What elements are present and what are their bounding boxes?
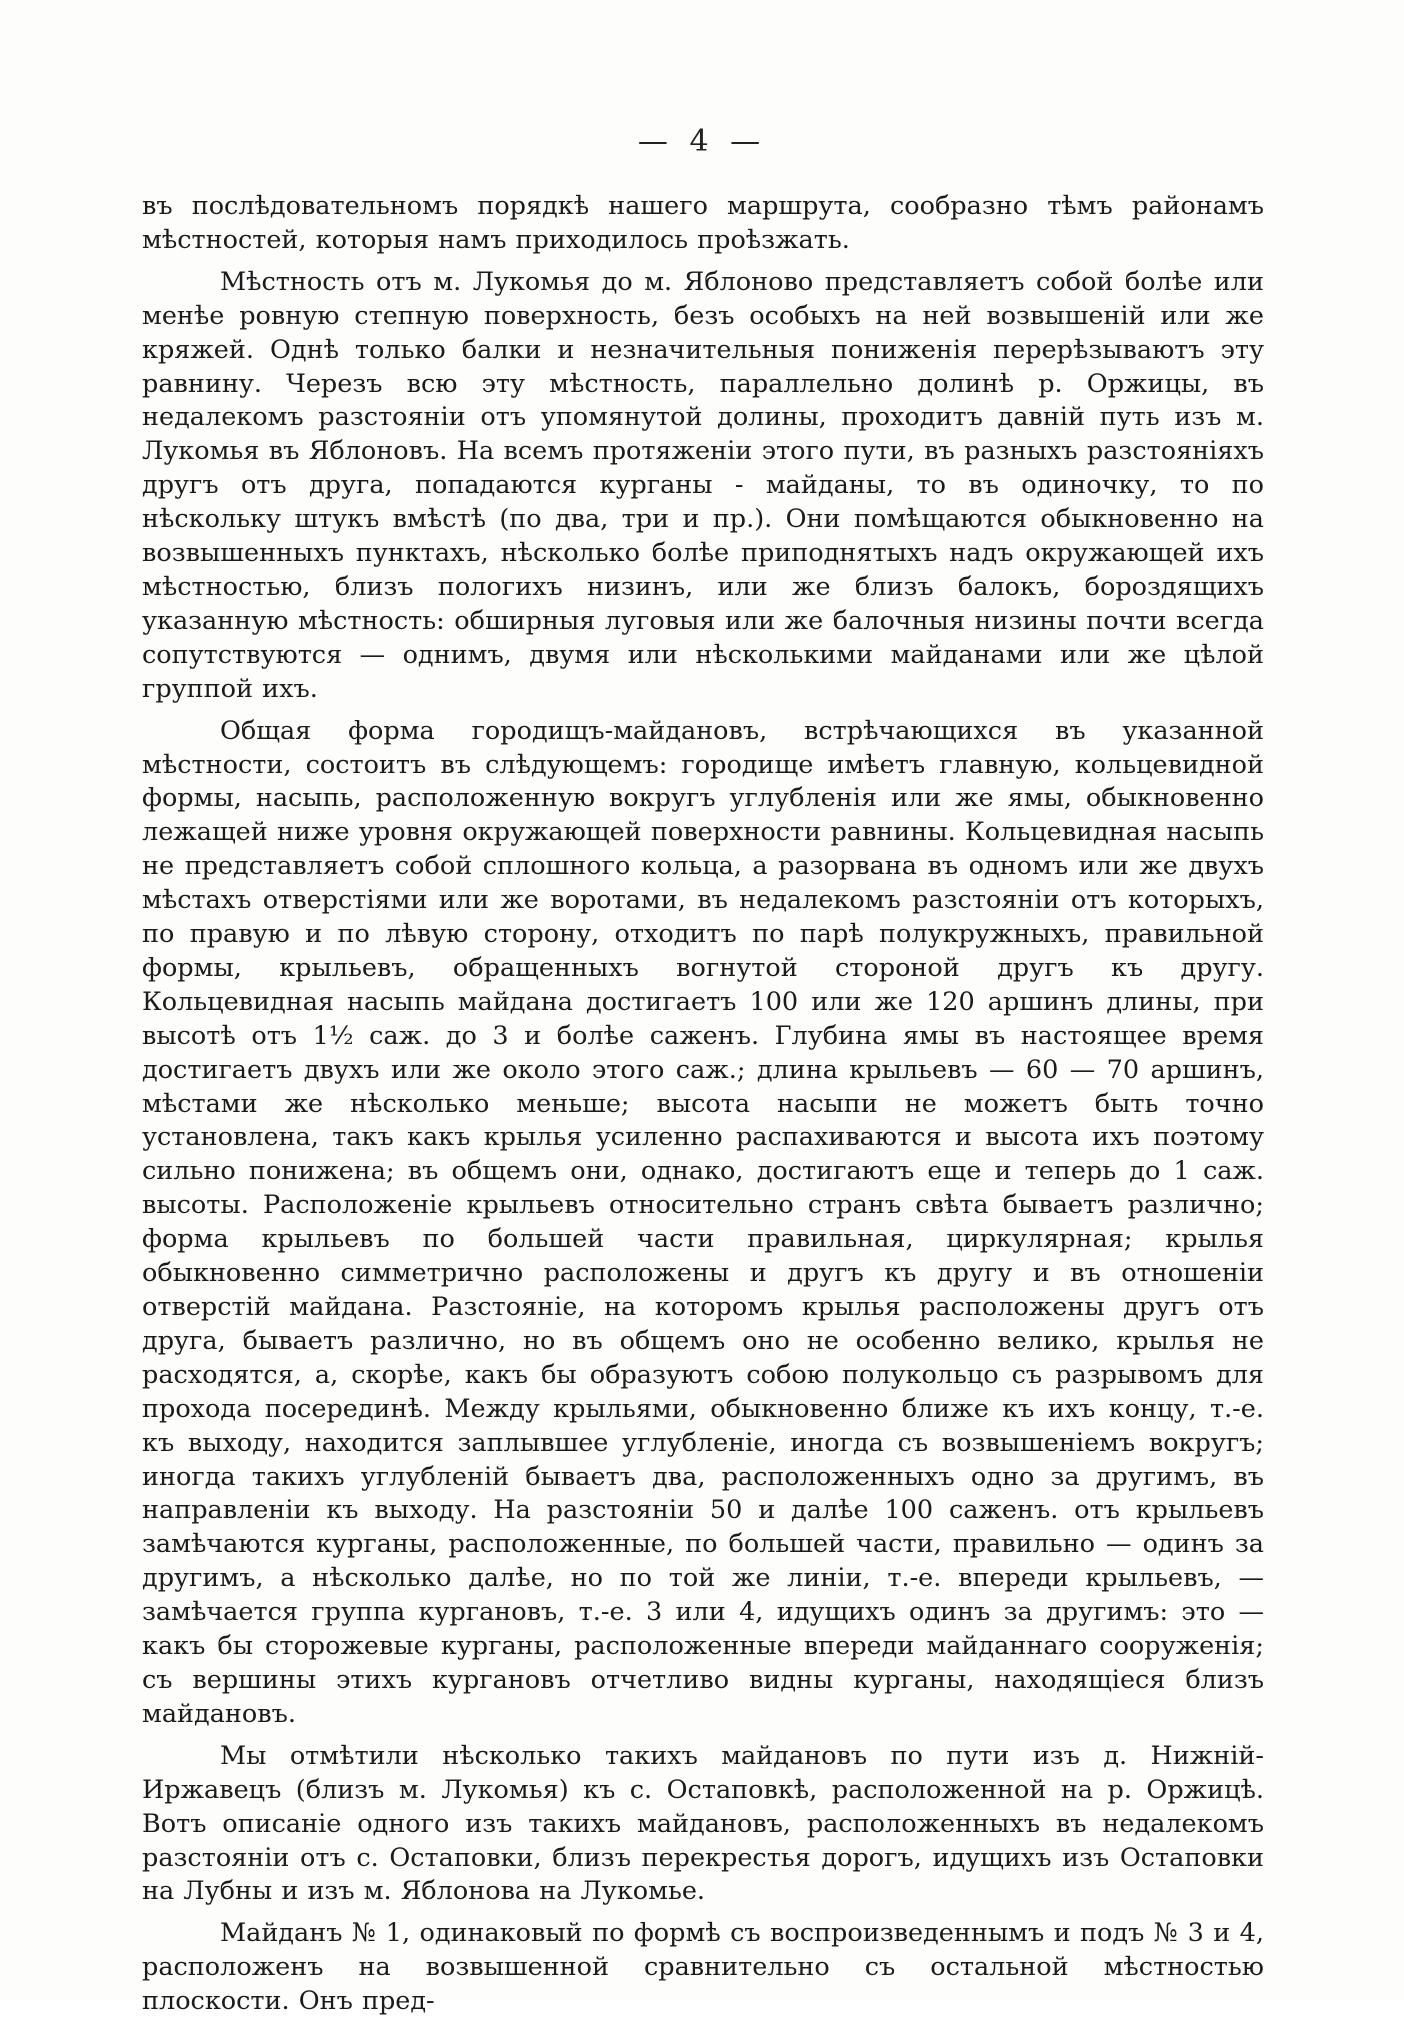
paragraph-maidan-number-one: Майданъ № 1, одинаковый по формѣ съ воспроизведеннымъ и подъ № 3 и 4, расположенъ на возвышенной сравнительно съ остальной мѣстностью плоскости. Онъ пред- [142,1918,1264,2017]
paragraph-gap [142,1732,1264,1740]
paragraph-terrain-description: Мѣстность отъ м. Лукомья до м. Яблоново представляетъ собой болѣе или менѣе ровную степную поверхность, безъ особыхъ на ней возвышенiй или же кряжей. Однѣ только балки и незначительныя пониженiя перерѣзываютъ эту равнину. Черезъ всю эту мѣстность, параллельно долинѣ р. Оржицы, въ недалекомъ разстоянiи отъ упомянутой долины, проходитъ давнiй путь изъ м. Лукомья въ Яблоновъ. На всемъ протяженiи этого пути, въ разныхъ разстоянiяхъ другъ отъ друга, попадаются курганы - майданы, то въ одиночку, то по нѣскольку штукъ вмѣстѣ (по два, три и пр.). Они помѣщаются обыкновенно на возвышенныхъ пунктахъ, нѣсколько болѣе приподнятыхъ надъ окружающей ихъ мѣстностью, близъ пологихъ низинъ, или же близъ балокъ, бороздящихъ указанную мѣстность: обширныя луговыя или же балочныя низины почти всегда сопутствуются — однимъ, двумя или нѣсколькими майданами или же цѣлой группой ихъ. [142,266,1264,704]
page-number: — 4 — [637,124,767,159]
paragraph-maidan-form: Общая форма городищъ-майдановъ, встрѣчающихся въ указанной мѣстности, состоитъ въ слѣдующемъ: городище имѣетъ главную, кольцевидной формы, насыпь, расположенную вокругъ углубленiя или же ямы, обыкновенно лежащей ниже уровня окружающей поверхности равнины. Кольцевидная насыпь не представляетъ собой сплошного кольца, а разорвана въ одномъ или же двухъ мѣстахъ отверстiями или же воротами, въ недалекомъ разстоянiи отъ которыхъ, по правую и по лѣвую сторону, отходитъ по парѣ полукружныхъ, правильной формы, крыльевъ, обращенныхъ вогнутой стороной другъ къ другу. Кольцевидная насыпь майдана достигаетъ 100 или же 120 аршинъ длины, при высотѣ отъ 1½ саж. до 3 и болѣе саженъ. Глубина ямы въ настоящее время достигаетъ двухъ или же около этого саж.; длина крыльевъ — 60 — 70 аршинъ, мѣстами же нѣсколько меньше; высота насыпи не можетъ быть точно установлена, такъ какъ крылья усиленно распахиваются и высота ихъ поэтому сильно понижена; въ общемъ они, однако, достигаютъ еще и теперь до 1 саж. высоты. Расположенiе крыльевъ относительно странъ свѣта бываетъ различно; форма крыльевъ по большей части правильная, циркулярная; крылья обыкновенно симметрично расположены и другъ къ другу и въ отношенiи отверстiй майдана. Разстоянiе, на которомъ крылья расположены другъ отъ друга, бываетъ различно, но въ общемъ оно не особенно велико, крылья не расходятся, а, скорѣе, какъ бы образуютъ собою полукольцо съ разрывомъ для прохода посерединѣ. Между крыльями, обыкновенно ближе къ ихъ концу, т.-е. къ выходу, находится заплывшее углубленiе, иногда съ возвышенiемъ вокругъ; иногда такихъ углубленiй бываетъ два, расположенныхъ одно за другимъ, въ направленiи къ выходу. На разстоянiи 50 и далѣе 100 саженъ. отъ крыльевъ замѣчаются курганы, расположенные, по большей части, правильно — одинъ за другимъ, а нѣсколько далѣе, но по той же линiи, т.-е. впереди крыльевъ, — замѣчается группа кургановъ, т.-е. 3 или 4, идущихъ одинъ за другимъ: это — какъ бы сторожевые курганы, расположенные впереди майданнаго сооруженiя; съ вершины этихъ кургановъ отчетливо видны курганы, находящiеся близъ майдановъ. [142,715,1264,1729]
paragraph-continued: въ послѣдовательномъ порядкѣ нашего маршрута, сообразно тѣмъ районамъ мѣстностей, которыя намъ приходилось проѣзжать. [142,191,1264,255]
paragraph-gap [142,707,1264,715]
paragraph-gap [142,258,1264,266]
body-text [142,190,1264,2019]
paragraph-gap [142,1909,1264,1917]
paragraph-maidan-locations: Мы отмѣтили нѣсколько такихъ майдановъ по пути изъ д. Нижнiй-Иржавецъ (близъ м. Лукомья) къ с. Остаповкѣ, расположенной на р. Оржицѣ. Вотъ описанiе одного изъ такихъ майдановъ, расположенныхъ въ недалекомъ разстоянiи отъ с. Остаповки, близъ перекрестья дорогъ, идущихъ изъ Остаповки на Лубны и изъ м. Яблонова на Лукомье. [142,1740,1264,1907]
